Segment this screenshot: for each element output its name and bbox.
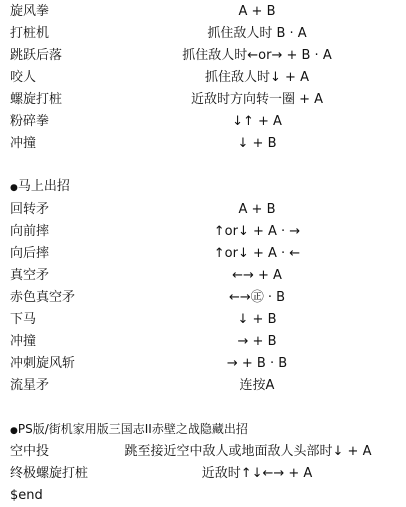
move-name: 冲撞 <box>10 136 37 151</box>
move-row <box>0 199 406 221</box>
move-name: 冲撞 <box>10 334 37 349</box>
bullet-icon: ● <box>10 426 18 436</box>
move-name: 螺旋打桩 <box>10 92 63 107</box>
move-row <box>0 463 406 485</box>
end-marker: $end <box>10 488 43 503</box>
move-row <box>0 133 406 155</box>
move-command: 抓住敌人时↓ + A <box>205 70 309 85</box>
section-title: 马上出招 <box>17 179 70 194</box>
move-name: 终极螺旋打桩 <box>10 466 89 481</box>
move-command: ↓ + B <box>237 136 277 151</box>
move-row <box>0 221 406 243</box>
move-row <box>0 89 406 111</box>
move-name: 赤色真空矛 <box>10 290 76 305</box>
move-name: 冲刺旋风斩 <box>10 356 76 371</box>
move-row <box>0 331 406 353</box>
footer-line <box>0 485 406 507</box>
move-command: ↑or↓ + A · ← <box>213 246 301 261</box>
move-row <box>0 45 406 67</box>
move-name: 咬人 <box>10 70 37 85</box>
move-command: 近敌时方向转一圈 + A <box>190 92 324 107</box>
move-name: 回转矛 <box>10 202 50 217</box>
move-name: 粉碎拳 <box>10 114 50 129</box>
move-command: 抓住敌人时←or→ + B · A <box>182 48 332 63</box>
move-row <box>0 23 406 45</box>
move-name: 向后摔 <box>10 246 50 261</box>
section-heading <box>10 418 248 442</box>
section-title: PS版/街机家用版三国志II赤壁之战隐藏出招 <box>17 422 248 436</box>
section-heading <box>10 176 70 199</box>
move-row <box>0 353 406 375</box>
move-name: 下马 <box>10 312 37 327</box>
move-name: 打桩机 <box>10 26 50 41</box>
move-name: 空中投 <box>10 444 50 459</box>
move-row <box>0 441 406 463</box>
move-row <box>0 243 406 265</box>
move-row <box>0 111 406 133</box>
move-row <box>0 1 406 23</box>
move-row <box>0 67 406 89</box>
bullet-icon: ● <box>10 183 18 193</box>
move-command: → + B <box>237 334 277 349</box>
move-name: 旋风拳 <box>10 4 50 19</box>
move-command: ↑or↓ + A · → <box>213 224 301 239</box>
move-command: 跳至接近空中敌人或地面敌人头部时↓ + A <box>124 444 372 459</box>
move-row <box>0 309 406 331</box>
move-command: A + B <box>238 4 276 19</box>
move-name: 向前摔 <box>10 224 50 239</box>
move-name: 跳跃后落 <box>10 48 63 63</box>
move-command: A + B <box>238 202 276 217</box>
move-name: 真空矛 <box>10 268 50 283</box>
move-command: 抓住敌人时 B · A <box>207 26 307 41</box>
move-name: 流星矛 <box>10 378 50 393</box>
move-row <box>0 287 406 309</box>
move-command: ←→㊣ · B <box>228 290 286 305</box>
move-command: 近敌时↑↓←→ + A <box>201 466 313 481</box>
move-command: 连按A <box>239 378 275 393</box>
move-row <box>0 375 406 397</box>
move-command: → + B · B <box>226 356 288 371</box>
move-row <box>0 265 406 287</box>
move-command: ←→ + A <box>232 268 282 283</box>
move-command: ↓ + B <box>237 312 277 327</box>
move-command: ↓↑ + A <box>232 114 282 129</box>
